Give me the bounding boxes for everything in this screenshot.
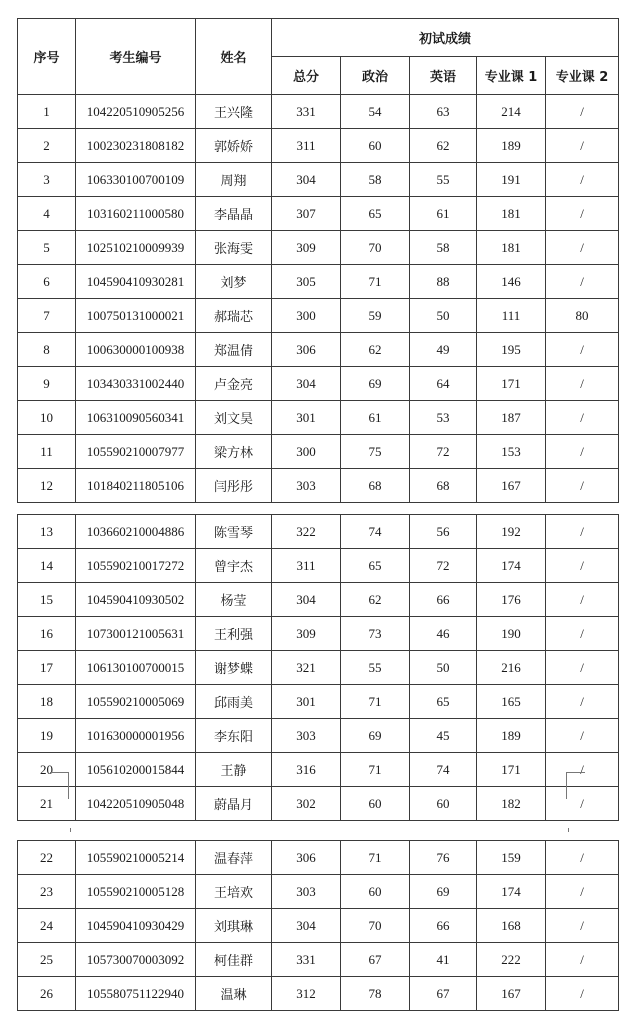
cell-politics: 55 [341, 651, 410, 685]
cell-total: 304 [272, 583, 341, 617]
cell-seq: 10 [18, 401, 76, 435]
cell-candidate-id: 105590210007977 [76, 435, 196, 469]
header-major-2: 专业课 2 [546, 57, 619, 95]
cell-english: 46 [410, 617, 477, 651]
cell-english: 53 [410, 401, 477, 435]
cell-english: 68 [410, 469, 477, 503]
cell-name: 郭娇娇 [196, 129, 272, 163]
cell-seq: 1 [18, 95, 76, 129]
cell-name: 陈雪琴 [196, 515, 272, 549]
table-row [18, 787, 619, 821]
cell-total: 322 [272, 515, 341, 549]
cell-politics: 70 [341, 909, 410, 943]
cell-seq: 25 [18, 943, 76, 977]
table-row [18, 163, 619, 197]
cell-name: 郑温倩 [196, 333, 272, 367]
cell-major-2: / [546, 515, 619, 549]
cell-name: 闫彤彤 [196, 469, 272, 503]
cell-english: 45 [410, 719, 477, 753]
cell-name: 周翔 [196, 163, 272, 197]
cell-candidate-id: 103430331002440 [76, 367, 196, 401]
cell-major-1: 153 [477, 435, 546, 469]
cell-major-1: 191 [477, 163, 546, 197]
cell-seq: 6 [18, 265, 76, 299]
cell-name: 刘文昊 [196, 401, 272, 435]
cell-major-1: 171 [477, 367, 546, 401]
cell-candidate-id: 104590410930281 [76, 265, 196, 299]
cell-seq: 8 [18, 333, 76, 367]
cell-total: 303 [272, 469, 341, 503]
header-politics: 政治 [341, 57, 410, 95]
table-row [18, 265, 619, 299]
cell-candidate-id: 103660210004886 [76, 515, 196, 549]
cell-politics: 71 [341, 841, 410, 875]
cell-total: 311 [272, 129, 341, 163]
cell-total: 300 [272, 435, 341, 469]
cell-politics: 74 [341, 515, 410, 549]
cell-major-2: / [546, 685, 619, 719]
table-row [18, 719, 619, 753]
table-row [18, 685, 619, 719]
cell-major-2: / [546, 651, 619, 685]
cell-english: 88 [410, 265, 477, 299]
cell-major-2: / [546, 977, 619, 1011]
cell-seq: 26 [18, 977, 76, 1011]
cell-candidate-id: 105610200015844 [76, 753, 196, 787]
cell-english: 62 [410, 129, 477, 163]
cell-major-1: 192 [477, 515, 546, 549]
cell-english: 67 [410, 977, 477, 1011]
cell-major-2: / [546, 549, 619, 583]
cell-total: 303 [272, 875, 341, 909]
cell-seq: 15 [18, 583, 76, 617]
cell-politics: 58 [341, 163, 410, 197]
cell-english: 64 [410, 367, 477, 401]
cell-politics: 69 [341, 719, 410, 753]
cell-seq: 5 [18, 231, 76, 265]
cell-major-2: / [546, 753, 619, 787]
cell-major-1: 146 [477, 265, 546, 299]
cell-name: 王静 [196, 753, 272, 787]
table-row [18, 197, 619, 231]
cell-candidate-id: 105580751122940 [76, 977, 196, 1011]
cell-candidate-id: 106130100700015 [76, 651, 196, 685]
score-table-part-3 [17, 840, 619, 1011]
cell-major-1: 174 [477, 875, 546, 909]
cell-politics: 73 [341, 617, 410, 651]
table-row [18, 617, 619, 651]
cell-name: 杨莹 [196, 583, 272, 617]
cell-english: 41 [410, 943, 477, 977]
cell-politics: 60 [341, 129, 410, 163]
cell-major-2: / [546, 719, 619, 753]
cell-candidate-id: 104590410930502 [76, 583, 196, 617]
cell-name: 邱雨美 [196, 685, 272, 719]
cell-name: 柯佳群 [196, 943, 272, 977]
cell-english: 58 [410, 231, 477, 265]
table-row [18, 95, 619, 129]
cell-name: 王培欢 [196, 875, 272, 909]
table-row [18, 549, 619, 583]
cell-major-2: / [546, 95, 619, 129]
cell-total: 301 [272, 685, 341, 719]
cell-english: 50 [410, 299, 477, 333]
cell-politics: 61 [341, 401, 410, 435]
cell-major-2: / [546, 367, 619, 401]
cell-politics: 75 [341, 435, 410, 469]
cell-english: 56 [410, 515, 477, 549]
cell-total: 302 [272, 787, 341, 821]
cell-total: 307 [272, 197, 341, 231]
cell-name: 温琳 [196, 977, 272, 1011]
cell-politics: 54 [341, 95, 410, 129]
cell-major-2: / [546, 163, 619, 197]
table-row [18, 875, 619, 909]
cell-politics: 71 [341, 685, 410, 719]
table-row [18, 841, 619, 875]
table-row [18, 583, 619, 617]
cell-seq: 22 [18, 841, 76, 875]
table-row [18, 367, 619, 401]
cell-seq: 17 [18, 651, 76, 685]
cell-major-2: / [546, 909, 619, 943]
table-row [18, 753, 619, 787]
cell-major-2: / [546, 617, 619, 651]
cell-name: 温春萍 [196, 841, 272, 875]
cell-candidate-id: 104220510905048 [76, 787, 196, 821]
cell-major-1: 165 [477, 685, 546, 719]
cell-total: 306 [272, 333, 341, 367]
cell-major-1: 181 [477, 231, 546, 265]
table-row [18, 231, 619, 265]
score-table-part-2 [17, 514, 619, 821]
table-row [18, 333, 619, 367]
cell-total: 306 [272, 841, 341, 875]
header-name: 姓名 [196, 19, 272, 95]
cell-politics: 62 [341, 333, 410, 367]
cell-english: 76 [410, 841, 477, 875]
cell-major-1: 187 [477, 401, 546, 435]
table-row [18, 977, 619, 1011]
cell-name: 王利强 [196, 617, 272, 651]
cell-major-2: / [546, 469, 619, 503]
cell-candidate-id: 101630000001956 [76, 719, 196, 753]
table-row [18, 943, 619, 977]
cell-english: 74 [410, 753, 477, 787]
cell-english: 61 [410, 197, 477, 231]
table-row [18, 401, 619, 435]
cell-candidate-id: 105730070003092 [76, 943, 196, 977]
cell-seq: 20 [18, 753, 76, 787]
cell-major-1: 171 [477, 753, 546, 787]
cell-candidate-id: 104590410930429 [76, 909, 196, 943]
cell-seq: 23 [18, 875, 76, 909]
cell-candidate-id: 105590210017272 [76, 549, 196, 583]
cell-total: 305 [272, 265, 341, 299]
cell-major-1: 159 [477, 841, 546, 875]
cell-seq: 18 [18, 685, 76, 719]
cell-major-1: 168 [477, 909, 546, 943]
cell-major-2: / [546, 787, 619, 821]
cell-politics: 65 [341, 197, 410, 231]
cell-english: 63 [410, 95, 477, 129]
cell-english: 72 [410, 435, 477, 469]
cell-total: 331 [272, 943, 341, 977]
cell-candidate-id: 106330100700109 [76, 163, 196, 197]
cell-candidate-id: 106310090560341 [76, 401, 196, 435]
cell-total: 311 [272, 549, 341, 583]
cell-major-2: / [546, 231, 619, 265]
cell-name: 曾宇杰 [196, 549, 272, 583]
cell-english: 66 [410, 583, 477, 617]
cell-politics: 59 [341, 299, 410, 333]
cell-major-1: 222 [477, 943, 546, 977]
cell-name: 卢金亮 [196, 367, 272, 401]
cell-major-2: / [546, 875, 619, 909]
header-candidate-id: 考生编号 [76, 19, 196, 95]
table-row [18, 435, 619, 469]
header-seq: 序号 [18, 19, 76, 95]
cell-major-2: / [546, 583, 619, 617]
header-major-1: 专业课 1 [477, 57, 546, 95]
cell-major-2: / [546, 401, 619, 435]
cell-seq: 16 [18, 617, 76, 651]
cell-major-2: 80 [546, 299, 619, 333]
cell-name: 张海雯 [196, 231, 272, 265]
cell-english: 50 [410, 651, 477, 685]
cell-name: 梁方林 [196, 435, 272, 469]
table-row [18, 129, 619, 163]
cell-seq: 7 [18, 299, 76, 333]
cell-total: 304 [272, 367, 341, 401]
cell-politics: 67 [341, 943, 410, 977]
cell-candidate-id: 101840211805106 [76, 469, 196, 503]
cell-candidate-id: 105590210005214 [76, 841, 196, 875]
header-total: 总分 [272, 57, 341, 95]
cell-name: 李东阳 [196, 719, 272, 753]
cell-major-2: / [546, 841, 619, 875]
cell-candidate-id: 102510210009939 [76, 231, 196, 265]
header-english: 英语 [410, 57, 477, 95]
cell-major-1: 189 [477, 719, 546, 753]
table-row [18, 469, 619, 503]
cell-major-2: / [546, 943, 619, 977]
cell-major-1: 214 [477, 95, 546, 129]
cell-politics: 71 [341, 265, 410, 299]
cell-candidate-id: 103160211000580 [76, 197, 196, 231]
cell-candidate-id: 105590210005069 [76, 685, 196, 719]
table-row [18, 651, 619, 685]
cell-politics: 78 [341, 977, 410, 1011]
cell-seq: 12 [18, 469, 76, 503]
table-row [18, 515, 619, 549]
cell-politics: 68 [341, 469, 410, 503]
cell-total: 331 [272, 95, 341, 129]
cell-politics: 71 [341, 753, 410, 787]
cell-english: 65 [410, 685, 477, 719]
cell-major-1: 174 [477, 549, 546, 583]
cell-name: 郝瑞芯 [196, 299, 272, 333]
cell-major-2: / [546, 435, 619, 469]
cell-politics: 70 [341, 231, 410, 265]
cell-politics: 62 [341, 583, 410, 617]
cell-candidate-id: 100750131000021 [76, 299, 196, 333]
cell-seq: 24 [18, 909, 76, 943]
cell-major-1: 176 [477, 583, 546, 617]
cell-seq: 3 [18, 163, 76, 197]
cell-major-2: / [546, 197, 619, 231]
cell-major-1: 167 [477, 469, 546, 503]
cell-major-2: / [546, 265, 619, 299]
crop-mark [566, 772, 585, 799]
cell-total: 304 [272, 909, 341, 943]
cell-major-1: 181 [477, 197, 546, 231]
cell-seq: 9 [18, 367, 76, 401]
cell-total: 303 [272, 719, 341, 753]
cell-name: 王兴隆 [196, 95, 272, 129]
cell-candidate-id: 105590210005128 [76, 875, 196, 909]
cell-english: 66 [410, 909, 477, 943]
cell-total: 309 [272, 617, 341, 651]
cell-major-2: / [546, 129, 619, 163]
cell-total: 312 [272, 977, 341, 1011]
cell-seq: 14 [18, 549, 76, 583]
cell-major-1: 167 [477, 977, 546, 1011]
crop-mark [50, 772, 69, 799]
cell-seq: 21 [18, 787, 76, 821]
cell-major-1: 189 [477, 129, 546, 163]
crop-mark [66, 828, 71, 832]
cell-english: 49 [410, 333, 477, 367]
cell-name: 谢梦蝶 [196, 651, 272, 685]
cell-candidate-id: 100630000100938 [76, 333, 196, 367]
table-row [18, 909, 619, 943]
cell-english: 60 [410, 787, 477, 821]
cell-name: 李晶晶 [196, 197, 272, 231]
table-row [18, 299, 619, 333]
cell-politics: 69 [341, 367, 410, 401]
cell-major-1: 111 [477, 299, 546, 333]
cell-seq: 13 [18, 515, 76, 549]
cell-major-1: 195 [477, 333, 546, 367]
cell-name: 刘梦 [196, 265, 272, 299]
cell-total: 321 [272, 651, 341, 685]
cell-name: 刘琪琳 [196, 909, 272, 943]
cell-total: 309 [272, 231, 341, 265]
cell-total: 304 [272, 163, 341, 197]
cell-candidate-id: 107300121005631 [76, 617, 196, 651]
cell-english: 55 [410, 163, 477, 197]
cell-total: 300 [272, 299, 341, 333]
cell-seq: 2 [18, 129, 76, 163]
cell-seq: 19 [18, 719, 76, 753]
crop-mark [568, 828, 573, 832]
cell-seq: 4 [18, 197, 76, 231]
cell-candidate-id: 100230231808182 [76, 129, 196, 163]
cell-politics: 65 [341, 549, 410, 583]
cell-name: 蔚晶月 [196, 787, 272, 821]
header-preliminary-scores: 初试成绩 [272, 19, 619, 57]
cell-english: 69 [410, 875, 477, 909]
cell-politics: 60 [341, 787, 410, 821]
cell-total: 316 [272, 753, 341, 787]
cell-seq: 11 [18, 435, 76, 469]
cell-major-1: 216 [477, 651, 546, 685]
cell-english: 72 [410, 549, 477, 583]
cell-major-1: 182 [477, 787, 546, 821]
score-table-part-1 [17, 18, 619, 503]
cell-candidate-id: 104220510905256 [76, 95, 196, 129]
cell-major-2: / [546, 333, 619, 367]
cell-total: 301 [272, 401, 341, 435]
cell-major-1: 190 [477, 617, 546, 651]
cell-politics: 60 [341, 875, 410, 909]
